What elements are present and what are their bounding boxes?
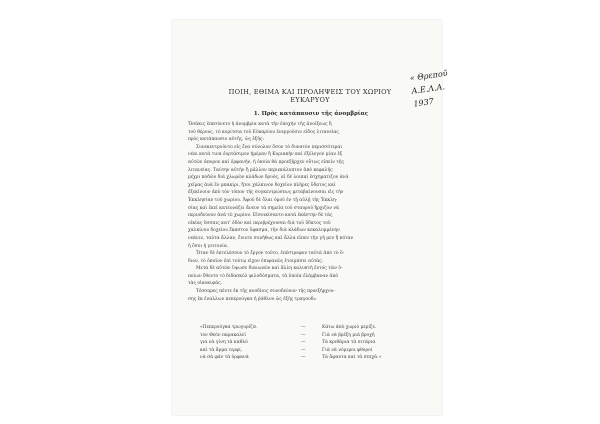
verse-line-left: νὰ σὰ φάν τὰ ὀρφανά [200,355,249,361]
body-line: Συνεκεντροῦντο εἰς ἕνα σύνολον ὅσον τὸ δυνατὸν περισσότεραι [196,144,343,150]
verse-line-right: Τὰ κριθάρια τὰ σιτάρια [322,340,376,346]
body-line: χαλκίνου δοχείου ἕκαστον ὕφασμα, τὴν διὰ κλάδων κεκαλυμμένην [188,228,340,234]
body-line: λιτανείας. Ταύτην αὐτήν ἢ μᾶλλον περιεκάλυπτον ἀπὸ κεφαλῆς [188,167,333,173]
handwritten-line-3: 1937 [412,96,435,109]
body-line: Ὅταν δὲ ἐκτελέσουν τὸ ἔργον τοῦτο, ἐπέστρεφον ταὐτὰ ἀπὸ τὸ ὅ- [196,251,345,257]
document-title [210,88,410,104]
body-line: αὐτῶν ἀπορον καὶ ὀρφανήν, ἡ ὁποία θὰ προεξῆρχεν οὕτως εἰπεῖν τῆς [188,159,344,165]
body-line: νέαι κατά τινα ἑορτάσιμον ἡμέραν ἢ Κυριακὴν καὶ ἐξέλεγον μίαν ἐξ [188,152,343,158]
verse-dash: — [301,332,306,338]
title-line-2: ΕΥΚΑΡΥΟΥ [290,96,330,104]
verse-left-column [200,324,257,362]
body-line: μέχρι ποδῶν διὰ χλωρῶν κλάδων δρυός, αἱ δὲ λοιπαὶ ἐσχηματιζον ἀνὰ [188,175,349,181]
verse-line-right: Τὰ ἄφαντα καὶ τὰ σπιχά.» [322,355,382,361]
verse-line-right: Γιὰ νὰ βρέξη μιὰ βροχή [322,332,375,338]
body-line: οἰκίας ὅσσαις κατ' ὁδὸν καὶ περιβρέχουσαι διὰ τοῦ ὕδατος τοῦ [188,220,331,226]
handwritten-line-1: « Θρεποῦ [409,68,449,83]
body-line: ἡ ὅσοι ἡ γειτονία. [188,243,229,249]
verse-dash: — [301,340,306,346]
title-line-1: ΠΟΙΗ, ΕΘΙΜΑ ΚΑΙ ΠΡΟΛΗΨΕΙΣ ΤΟΥ ΧΩΡΙΟΥ [228,88,392,96]
body-line: νεάνιν, ταῦτα ἄλλαν, ἔνιοτε συνήθως καὶ ἄλλα εἶπεν τὴν γῆ μεν ἢ πόταν [188,235,354,241]
verse-line-left: «Πεπερούγκα τρωγυρίζει [200,325,257,330]
body-line: πρὸς κατάπαυσιν αὐτῆς, ὡς ἑξῆς: [188,137,264,143]
body-line: χεῖρας ἀνὰ ἓν μπακίρι, ἤτοι χάλκινον δοχεῖον πλῆρες ὕδατος καί [188,182,336,188]
body-line: τοῦ θέρους, τὸ κορίτσια τοῦ Εὐκαρύου ἐνεργοῦσιν εἶδος λιτανείας [188,129,339,135]
verse-dash-column [301,324,305,362]
body-line: σης ἐκ ἐναλλων πεπερούγκα ἡ ῥάθλου ὡς ἐξῆς τραγουδι: [188,296,317,302]
body-line: ἐξεκίνουν ἀπὸ τὸν τόπον τῆς συγκεντρώσεως μεταβαίνουσαι εἰς τὴν [188,190,344,196]
verse-dash: — [301,347,306,353]
verse-line-left: για νὰ γίνη τὰ καθλό [200,340,248,346]
body-line: ποίων ἔθεντο τὸ διδασκόλ φιλοδόσματα, τὰ ὁποῖα ἐλάμβαναν ἀπὸ [188,273,339,279]
section-heading: 1. Πρὸς κατάπαυσιν τῆς ἀνομβρίας [253,111,369,117]
body-line: περιοδεύουν ἀνὰ τὸ χωρίον. Εἰσοικίσαντο κατὰ ἐκάστην δὲ τὰς [188,213,333,219]
verse-dash: — [301,325,306,330]
body-line: τὰς οἰκοκυράς. [188,281,223,287]
verse-line-right: Κάτω ἀπὸ χωριὸ μερίζε. [322,325,377,330]
handwritten-annotation [409,65,464,111]
body-line: διον, τὸ ὁποῖον ἐπὶ τούτῳ εἶχον ἐπιφανῶς ἑτοιμάσει αὐτάς. [188,258,324,264]
body-line: Ὅσάκις ἐπεσύνετο ἡ ἀνομβρία κατὰ τὴν ἐποχὴν τῆς ἀνοίξεως ἢ [188,122,332,127]
verse-line-left: καὶ τὰ ἄρμα τερφί, [200,347,243,353]
body-text [188,121,413,303]
body-line: Μετὰ δὲ αὐτῶν ὕψωσε διαιωνῶν καὶ ἄλλη καλυπτὴ ἐντός τῶν ὁ- [196,266,343,272]
body-line: Ἐκκλησίαν τοῦ χωρίου. Ἀφοῦ δὲ ὅλαι ὁμοῦ ἐν τῇ αὐλῇ τῆς Ἐκκλη- [188,197,338,203]
verse-dash: — [301,355,306,361]
verse-line-left: τον Θεόν παρακαλεῖ [200,332,247,338]
handwritten-line-2: Α.Ε.Λ.Α. [411,82,446,96]
body-line: σίας καὶ ἐκεῖ κατευνάζει ἄνευν τὰ σημεῖα τοῦ σταυροῦ ἤρχιζον νὰ [188,205,340,211]
verse-right-column [322,324,381,362]
body-line: Τέσσαρες πέντε ἐκ τῆς ανοδίοις συνοδεύουν τῆς προεξήρχου- [196,289,335,295]
verse-line-right: Γιὰ νὰ νόμιμοι φθοροί [322,347,373,353]
